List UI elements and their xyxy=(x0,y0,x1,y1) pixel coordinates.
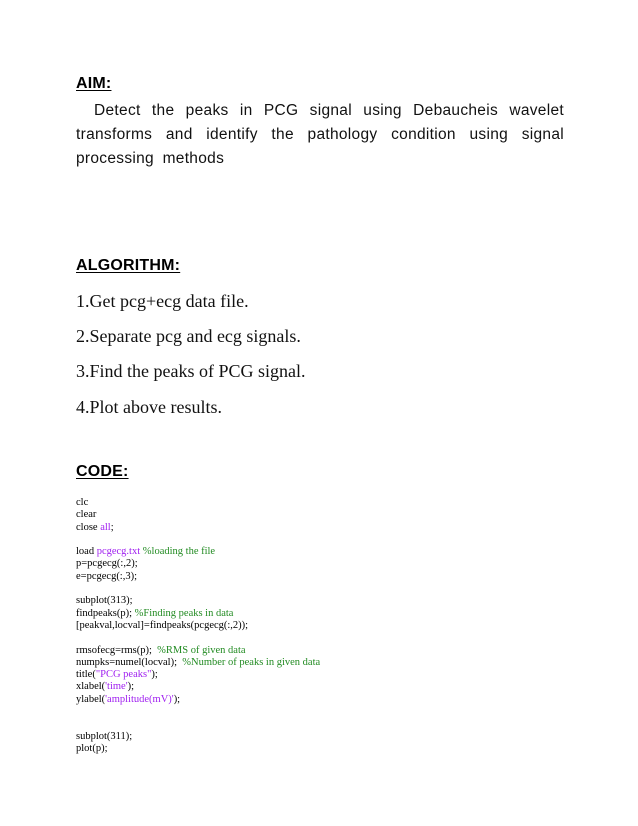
algorithm-step: 2.Separate pcg and ecg signals. xyxy=(76,326,301,346)
code-keyword: load xyxy=(76,546,97,558)
code-line: subplot(313); xyxy=(76,595,133,607)
code-line: subplot(311); xyxy=(76,730,133,742)
code-block xyxy=(76,497,576,755)
aim-heading: AIM: xyxy=(76,75,112,92)
code-line xyxy=(76,681,576,693)
code-text: ); xyxy=(127,681,135,693)
code-text: rmsofecg=rms(p); xyxy=(76,644,158,656)
code-line xyxy=(76,657,576,669)
algorithm-heading: ALGORITHM: xyxy=(76,257,181,274)
code-text: ; xyxy=(110,521,114,533)
code-text: ); xyxy=(151,669,158,681)
code-comment: %RMS of given data xyxy=(157,644,246,656)
code-string: 'amplitude(mV)' xyxy=(105,693,174,705)
code-comment: %loading the file xyxy=(140,546,216,558)
code-string: 'time' xyxy=(105,681,128,693)
code-line: [peakval,locval]=findpeaks(pcgecg(:,2)); xyxy=(76,619,249,631)
code-line xyxy=(76,645,576,657)
algorithm-step: 4.Plot above results. xyxy=(76,397,222,417)
code-line: e=pcgecg(:,3); xyxy=(76,570,138,582)
code-text: numpks=numel(locval); xyxy=(76,656,183,668)
code-string: "PCG peaks" xyxy=(95,669,152,681)
code-text: findpeaks(p); xyxy=(76,607,135,619)
code-string: pcgecg.txt xyxy=(96,546,141,558)
code-line: p=pcgecg(:,2); xyxy=(76,558,138,570)
code-keyword: close xyxy=(76,521,101,533)
algorithm-step: 3.Find the peaks of PCG signal. xyxy=(76,361,306,381)
code-comment: %Finding peaks in data xyxy=(134,607,234,619)
code-line: plot(p); xyxy=(76,742,108,754)
code-line xyxy=(76,694,576,706)
code-text: xlabel( xyxy=(76,681,106,693)
algorithm-step: 1.Get pcg+ecg data file. xyxy=(76,291,249,311)
code-heading: CODE: xyxy=(76,463,129,480)
code-line: clc xyxy=(76,497,89,508)
code-line xyxy=(76,669,576,681)
code-string: all xyxy=(100,521,111,533)
code-text: ylabel( xyxy=(76,693,106,705)
code-line: clear xyxy=(76,509,97,521)
code-line xyxy=(76,608,576,620)
code-line xyxy=(76,522,576,534)
code-text: ); xyxy=(173,693,181,705)
code-comment: %Number of peaks in given data xyxy=(182,656,321,668)
aim-text: Detect the peaks in PCG signal using Debaucheis wavelet transforms and identify the pathology condition using signal processing methods xyxy=(76,102,564,167)
code-text: title( xyxy=(76,669,96,681)
code-line xyxy=(76,546,576,558)
